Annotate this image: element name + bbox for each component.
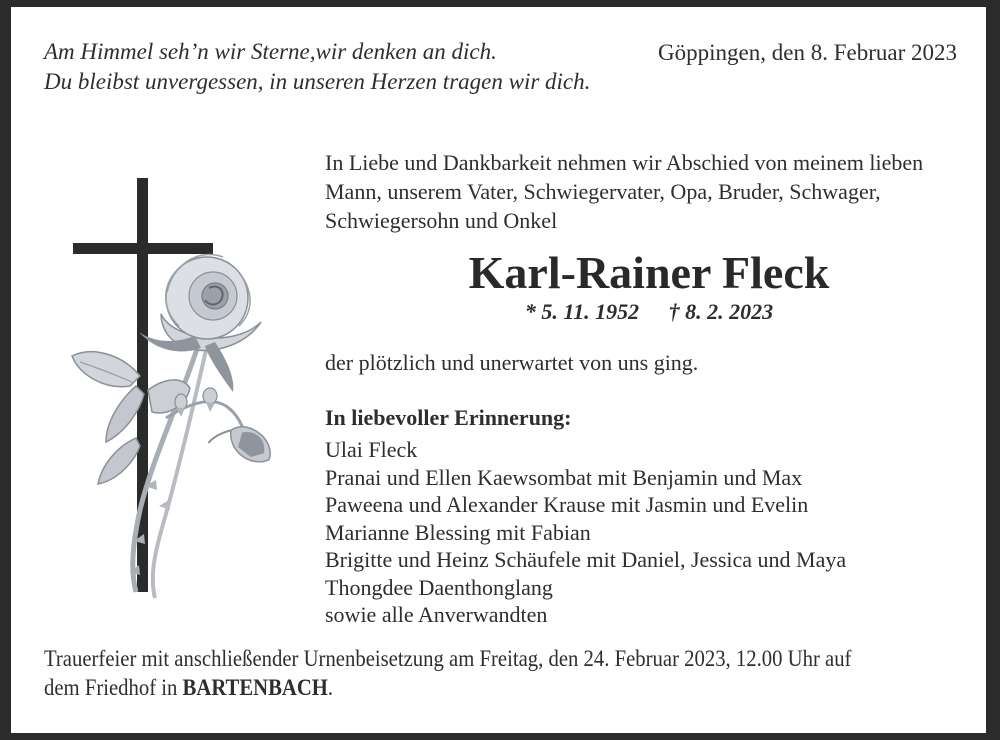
- funeral-location: BARTENBACH: [182, 675, 328, 700]
- memorial-verse: [44, 37, 590, 97]
- funeral-notice: [44, 644, 851, 702]
- funeral-line-2-suffix: .: [327, 675, 334, 700]
- mourner-line: Brigitte und Heinz Schäufele mit Daniel, Jessica und Maya: [325, 547, 847, 572]
- mourners-list: [325, 436, 973, 629]
- mourner-line: Ulai Fleck: [325, 437, 418, 462]
- obituary-body: [325, 148, 973, 629]
- birth-date: * 5. 11. 1952: [524, 299, 640, 324]
- funeral-line-2-prefix: dem Friedhof in: [44, 675, 183, 700]
- verse-line: Du bleibst unvergessen, in unseren Herzen tragen wir dich.: [44, 69, 591, 94]
- life-dates: [325, 299, 973, 325]
- cross-graphic: [73, 178, 213, 592]
- intro-line: Schwiegersohn und Onkel: [325, 208, 558, 233]
- funeral-line-1: Trauerfeier mit anschließender Urnenbeisetzung am Freitag, den 24. Februar 2023, 12.00 Uhr auf: [44, 646, 852, 671]
- intro-line: In Liebe und Dankbarkeit nehmen wir Abschied von meinem lieben: [325, 150, 924, 175]
- intro-line: Mann, unserem Vater, Schwiegervater, Opa, Bruder, Schwager,: [325, 179, 881, 204]
- intro-paragraph: [325, 148, 973, 235]
- funeral-line-2: [44, 673, 851, 702]
- mourners-heading: In liebevoller Erinnerung:: [325, 405, 572, 430]
- mourner-line: Marianne Blessing mit Fabian: [325, 519, 591, 545]
- death-date: † 8. 2. 2023: [668, 299, 774, 324]
- verse-line: Am Himmel seh’n wir Sterne,wir denken an dich.: [44, 39, 497, 64]
- mourner-line: Thongdee Daenthonglang: [325, 574, 553, 600]
- cross-rose-illustration: [40, 150, 300, 610]
- mourner-line: Paweena und Alexander Krause mit Jasmin und Evelin: [325, 492, 809, 517]
- dateline: Göppingen, den 8. Februar 2023: [658, 40, 957, 65]
- passing-line: der plötzlich und unerwartet von uns ging.: [325, 350, 699, 375]
- deceased-name: Karl-Rainer Fleck: [468, 247, 830, 298]
- mourner-line: sowie alle Anverwandten: [325, 602, 548, 627]
- mourner-line: Pranai und Ellen Kaewsombat mit Benjamin und Max: [325, 464, 803, 490]
- rose-graphic: [72, 254, 278, 598]
